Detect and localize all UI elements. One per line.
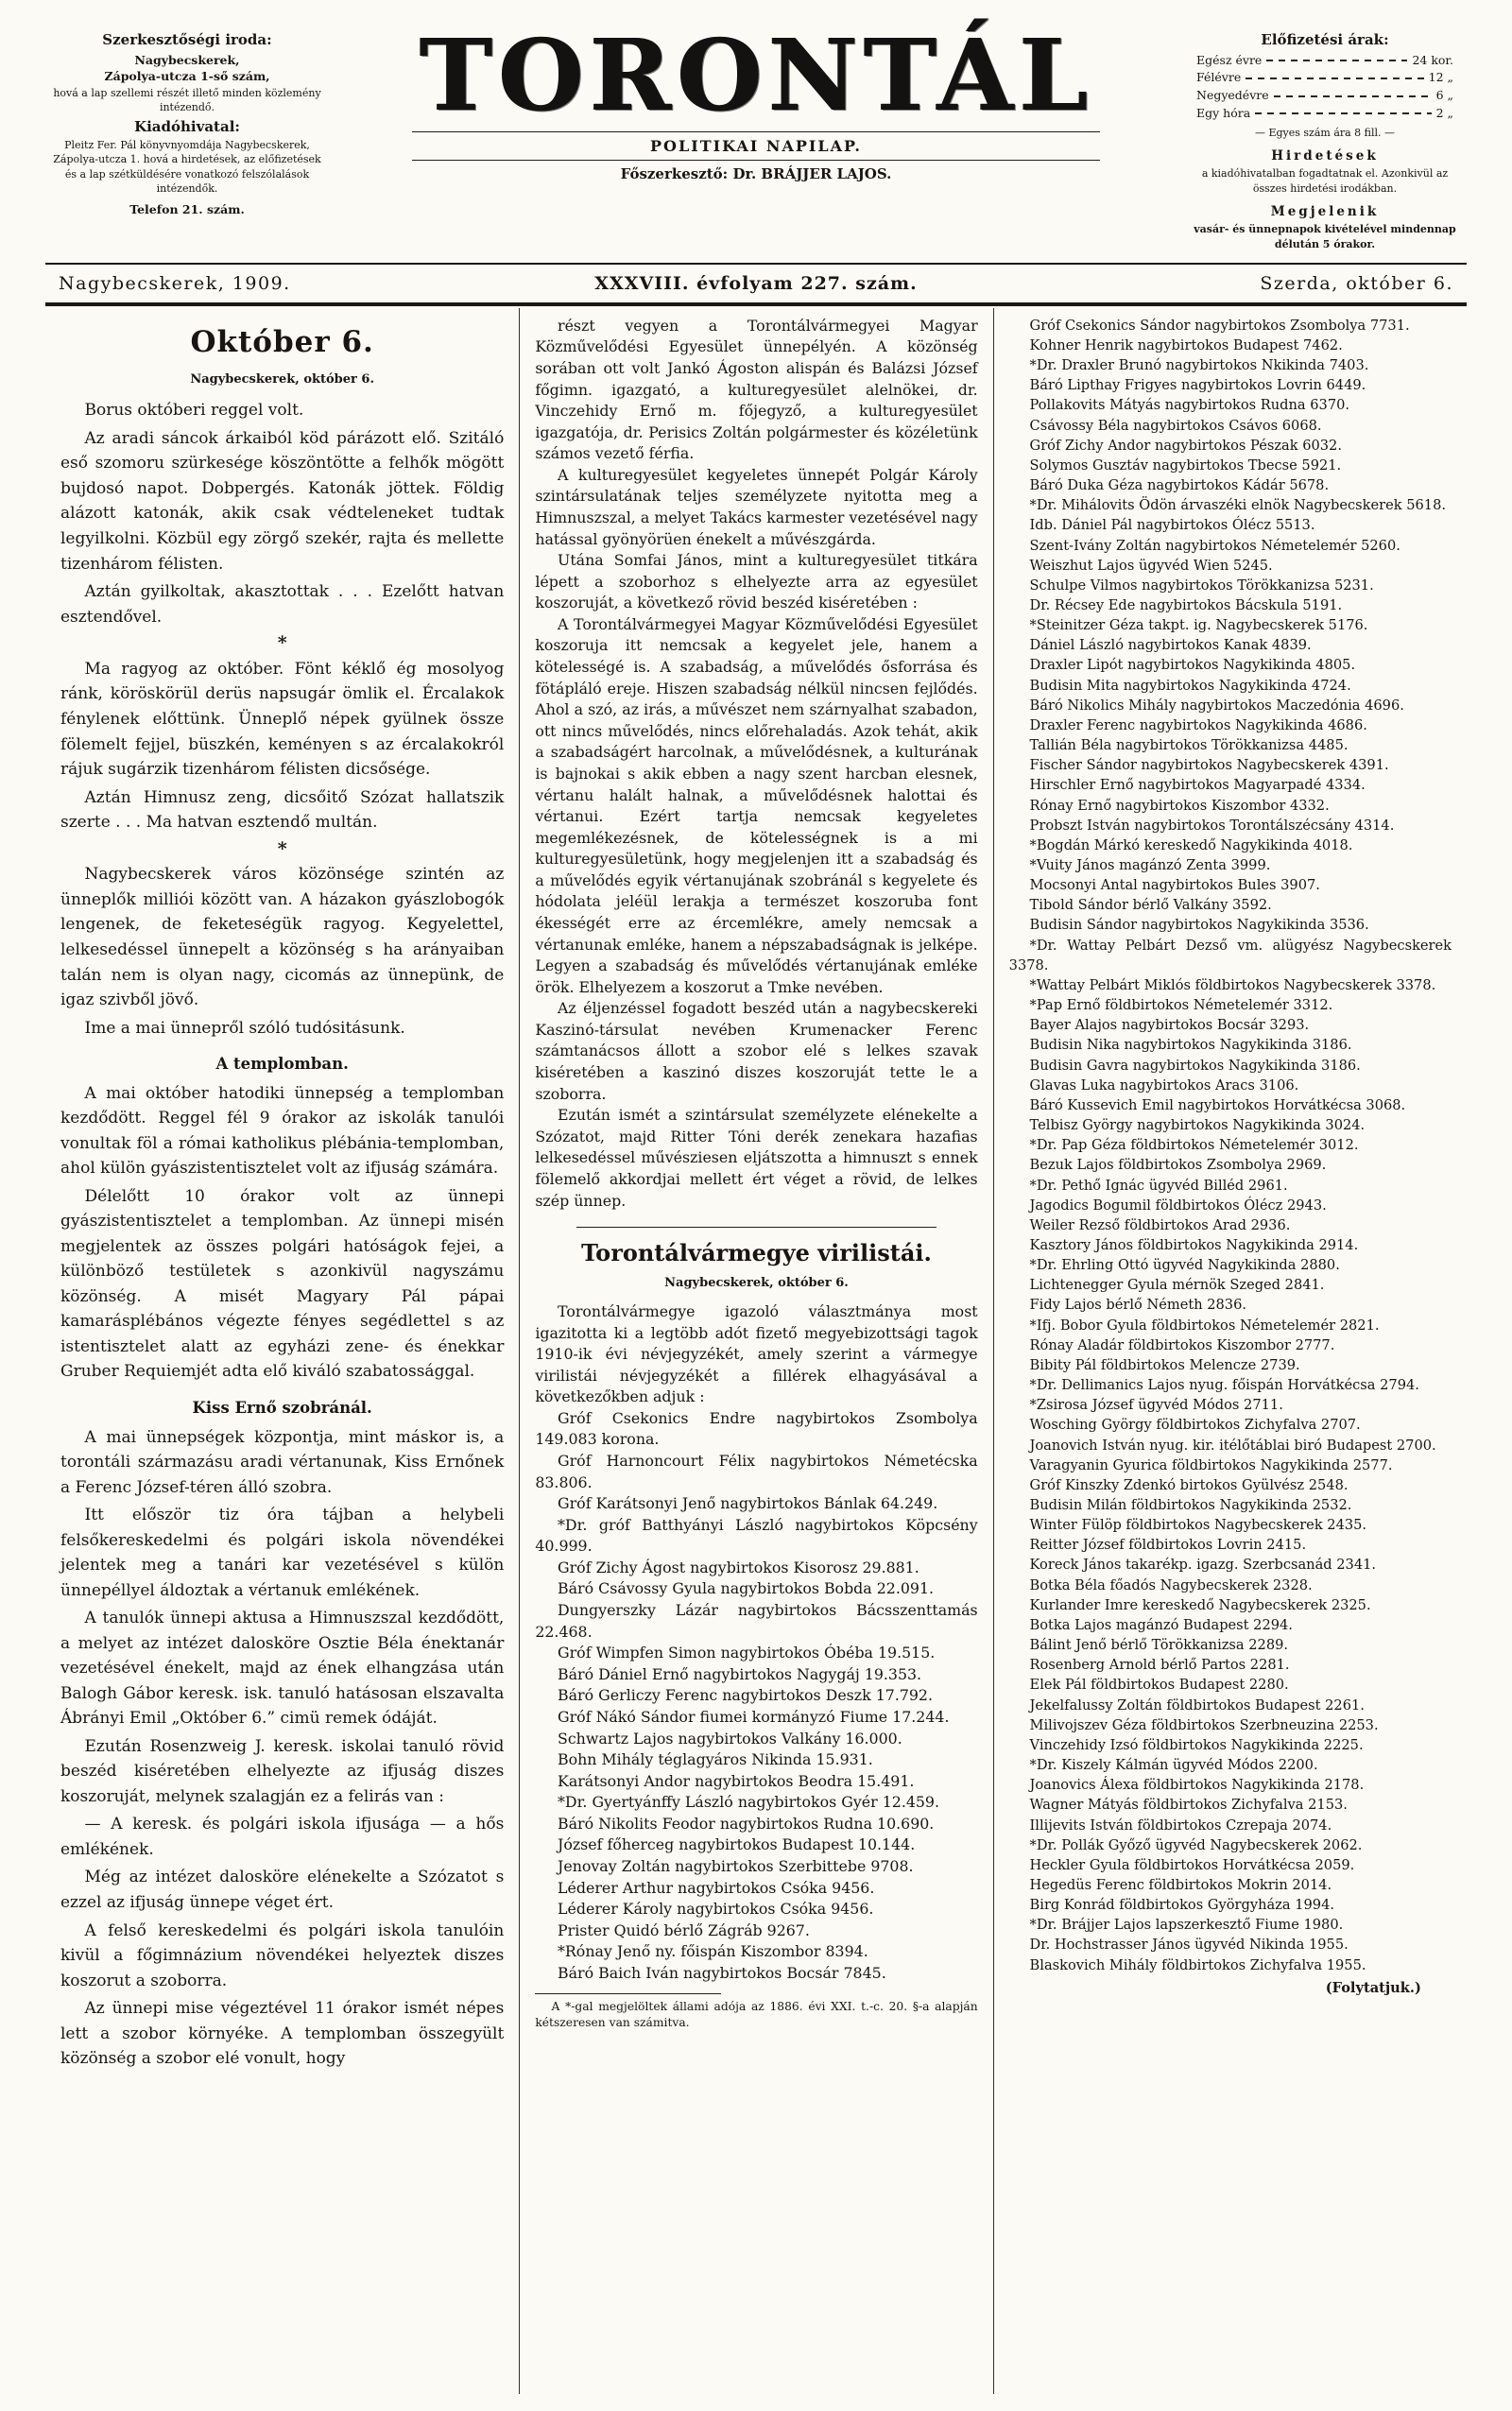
- virilist-entry: Dr. Récsey Ede nagybirtokos Bácskula 5191.: [1029, 596, 1343, 613]
- price-value: 6 „: [1435, 88, 1453, 103]
- virilist-entry: Bezuk Lajos földbirtokos Zsombolya 2969.: [1029, 1157, 1327, 1174]
- virilist-entry: Gróf Zichy Ágost nagybirtokos Kisorosz 29.881.: [558, 1558, 919, 1576]
- virilist-entry: *Bogdán Márkó kereskedő Nagykikinda 4018.: [1029, 836, 1353, 853]
- virilist-entry: Reitter József földbirtokos Lovrin 2415.: [1029, 1537, 1307, 1554]
- price-dash-fill: [1246, 77, 1423, 79]
- virilist-entry: Dániel László nagybirtokos Kanak 4839.: [1029, 637, 1312, 654]
- virilist-entry: Pollakovits Mátyás nagybirtokos Rudna 6370.: [1029, 397, 1350, 414]
- publisher-note: Pleitz Fer. Pál könyvnyomdája Nagybecskerek, Zápolya-utcza 1. hová a hirdetések, az előfizetések és a lap szétküldésére vonatkozó felszólalások intézendők.: [53, 139, 321, 195]
- footnote: A *-gal megjelöltek állami adója az 1886. évi XXI. t.-c. 20. §-a alapján kétszeresen van számitva.: [535, 1993, 977, 2031]
- issue-volume-number: XXXVIII. évfolyam 227. szám.: [594, 272, 918, 294]
- telephone-line: Telefon 21. szám.: [129, 201, 245, 216]
- paragraph: Utána Somfai János, mint a kulturegyesület titkára lépett a szoborhoz s elhelyezte arra az egyesület koszoruját, a következő rövid beszéd kiséretében :: [535, 551, 978, 612]
- virilist-entry: Varagyanin Gyurica földbirtokos Nagykikinda 2577.: [1029, 1456, 1393, 1473]
- virilist-entry: Birg Konrád földbirtokos Györgyháza 1994.: [1029, 1897, 1334, 1914]
- virilist-entry: Winter Fülöp földbirtokos Nagybecskerek 2435.: [1029, 1517, 1367, 1534]
- price-label: Félévre: [1196, 70, 1242, 85]
- virilist-entry: *Dr. Pollák Győző ügyvéd Nagybecskerek 2062.: [1029, 1836, 1363, 1853]
- price-dash-fill: [1266, 60, 1407, 61]
- virilist-entry: Botka Béla főadós Nagybecskerek 2328.: [1029, 1576, 1313, 1593]
- paragraph: A mai ünnepségek központja, mint máskor is, a torontáli származásu aradi vértanunak, Kiss Ernőnek a Ferenc József-téren álló szobra.: [60, 1427, 505, 1497]
- paragraph: A tanulók ünnepi aktusa a Himnuszszal kezdődött, a melyet az intézet dalosköre Osztie Béla énektanár vezetésével énekelt, majd az ének elhangzása után Balogh Gábor keresk. isk. tanuló hatásosan elszavalta Ábrányi Emil „Október 6.” cimü remek ódáját.: [60, 1609, 505, 1729]
- virilist-entry: *Dr. Pethő Ignác ügyvéd Billéd 2961.: [1029, 1177, 1288, 1194]
- column-3: [993, 308, 1467, 2394]
- editorial-office-box: [45, 25, 329, 253]
- issue-dateline: [45, 263, 1467, 306]
- virilist-entry: Léderer Károly nagybirtokos Csóka 9456.: [558, 1900, 874, 1919]
- paragraph: Még az intézet dalosköre elénekelte a Szózatot s ezzel az ifjuság ünnepe véget ért.: [60, 1868, 505, 1912]
- virilist-entry: Schulpe Vilmos nagybirtokos Törökkanizsa 5231.: [1029, 577, 1374, 594]
- publisher-office-title: Kiadóhivatal:: [134, 117, 240, 135]
- price-label: Negyedévre: [1196, 88, 1269, 103]
- virilist-entry: *Dr. Mihálovits Ödön árvaszéki elnök Nagybecskerek 5618.: [1029, 497, 1447, 514]
- virilist-entry: Jenovay Zoltán nagybirtokos Szerbittebe 9708.: [558, 1857, 914, 1875]
- virilist-entry: Budisin Milán földbirtokos Nagykikinda 2532.: [1029, 1497, 1352, 1514]
- virilist-entry: *Dr. Kiszely Kálmán ügyvéd Módos 2200.: [1029, 1757, 1318, 1774]
- virilist-entry: *Rónay Jenő ny. főispán Kiszombor 8394.: [558, 1942, 868, 1961]
- article-headline: Torontálvármegye virilistái.: [581, 1239, 932, 1267]
- virilist-entry: Weiler Rezső földbirtokos Arad 2936.: [1029, 1216, 1291, 1233]
- virilist-entry: Blaskovich Mihály földbirtokos Zichyfalva 1955.: [1029, 1956, 1366, 1973]
- paper-subtitle: POLITIKAI NAPILAP.: [650, 137, 862, 156]
- article-dateline: Nagybecskerek, október 6.: [190, 372, 374, 387]
- continuation-note: (Folytatjuk.): [1325, 1979, 1421, 1996]
- virilist-entry: Joanovich István nyug. kir. itélőtáblai biró Budapest 2700.: [1029, 1437, 1436, 1454]
- paragraph: Az ünnepi mise végeztével 11 órakor ismét népes lett a szobor környéke. A templomban összegyült közönség a szobor elé vonult, hogy: [60, 1999, 505, 2069]
- price-value: 24 kor.: [1412, 52, 1453, 67]
- masthead: [45, 17, 1467, 263]
- virilist-entry: József főherceg nagybirtokos Budapest 10.144.: [558, 1835, 916, 1854]
- virilist-entry: Lichtenegger Gyula mérnök Szeged 2841.: [1029, 1277, 1325, 1294]
- paragraph: Borus októberi reggel volt.: [84, 401, 304, 421]
- virilist-entry: Gróf Harnoncourt Félix nagybirtokos Németécska 83.806.: [535, 1452, 978, 1491]
- virilist-entry: Tibold Sándor bérlő Valkány 3592.: [1029, 897, 1272, 914]
- virilist-entry: Báró Kussevich Emil nagybirtokos Horvátkécsa 3068.: [1029, 1096, 1406, 1113]
- price-dash-fill: [1255, 112, 1431, 114]
- article-headline: Október 6.: [190, 324, 374, 359]
- virilist-entry: Weiszhut Lajos ügyvéd Wien 5245.: [1029, 557, 1273, 574]
- virilist-entry: Tallián Béla nagybirtokos Törökkanizsa 4485.: [1029, 737, 1349, 754]
- virilist-entry: Botka Lajos magánzó Budapest 2294.: [1029, 1616, 1293, 1633]
- virilist-entry: *Ifj. Bobor Gyula földbirtokos Németelemér 2821.: [1029, 1317, 1380, 1334]
- newspaper-logo: TORONTÁL: [419, 17, 1093, 133]
- paragraph: Aztán gyilkoltak, akasztottak . . . Ezelőtt hatvan esztendővel.: [60, 582, 505, 627]
- paragraph: — A keresk. és polgári iskola ifjusága — a hős emlékének.: [60, 1815, 505, 1859]
- virilist-entry: *Dr. Dellimanics Lajos nyug. főispán Horvátkécsa 2794.: [1029, 1377, 1419, 1394]
- paragraph: Ma ragyog az október. Fönt kéklő ég mosolyog ránk, köröskörül derüs napsugár ömlik el. Ércalakok fénylenek előttünk. Ünneplő népek gyülnek össze fölemelt fejjel, büszkén, keményen s az ércalakokról rájuk sugárzik tizenhárom félisten dicsősége.: [60, 659, 505, 780]
- virilist-entry: *Dr. Gyertyánffy László nagybirtokos Gyér 12.459.: [558, 1793, 940, 1812]
- virilist-entry: Rosenberg Arnold bérlő Partos 2281.: [1029, 1657, 1290, 1674]
- editorial-street: Zápolya-utcza 1-ső szám,: [104, 68, 270, 83]
- paragraph: Az éljenzéssel fogadott beszéd után a nagybecskereki Kaszinó-társulat nevében Krumenacker Ferenc számtanácsos állott a szobor elé s lelkes szavak kiséretében a kaszinó diszes koszoruját tette le a szoborra.: [535, 999, 978, 1103]
- virilist-entry: Léderer Arthur nagybirtokos Csóka 9456.: [558, 1878, 875, 1897]
- virilist-entry: Budisin Nika nagybirtokos Nagykikinda 3186.: [1029, 1037, 1352, 1054]
- virilist-entry: Karátsonyi Andor nagybirtokos Beodra 15.491.: [558, 1771, 915, 1790]
- virilist-entry: Schwartz Lajos nagybirtokos Valkány 16.000.: [558, 1729, 902, 1748]
- editorial-city: Nagybecskerek,: [134, 52, 240, 67]
- virilist-entry: *Pap Ernő földbirtokos Németelemér 3312.: [1029, 997, 1333, 1014]
- editorial-note: hová a lap szellemi részét illető minden közlemény intézendő.: [53, 87, 321, 114]
- publication-note: vasár- és ünnepnapok kivételével mindennap délután 5 órakor.: [1194, 223, 1456, 250]
- virilist-entry: Gróf Nákó Sándor fiumei kormányzó Fiume 17.244.: [558, 1707, 950, 1726]
- virilist-entry: *Dr. gróf Batthyányi László nagybirtokos Köpcsény 40.999.: [535, 1515, 978, 1556]
- column-rule: [576, 1227, 936, 1228]
- price-label: Egy hóra: [1196, 105, 1251, 120]
- column-2: [519, 308, 992, 2394]
- virilist-entry: Jekelfalussy Zoltán földbirtokos Budapest 2261.: [1029, 1696, 1365, 1714]
- virilist-entry: Rónay Ernő nagybirtokos Kiszombor 4332.: [1029, 797, 1330, 814]
- price-value: 2 „: [1435, 105, 1453, 120]
- publication-title: Megjelenik: [1270, 203, 1380, 219]
- price-row: [1196, 52, 1453, 70]
- virilist-entry: Báró Duka Géza nagybirtokos Kádár 5678.: [1029, 477, 1330, 494]
- virilist-entry: Bayer Alajos nagybirtokos Bocsár 3293.: [1029, 1017, 1310, 1034]
- logo-divider: [412, 131, 1100, 132]
- article-dateline: Nagybecskerek, október 6.: [664, 1276, 849, 1291]
- virilist-entry: *Dr. Draxler Brunó nagybirtokos Nkikinda 7403.: [1029, 357, 1369, 374]
- virilist-entry: Wosching György földbirtokos Zichyfalva 2707.: [1029, 1417, 1361, 1434]
- paragraph: A kulturegyesület kegyeletes ünnepét Polgár Károly szintársulatának teljes személyzete nyitotta meg a Himnuszszal, a melyet Takács karmester vezetésével nagy hatással gyönyörüen énekelt a művészgárda.: [535, 465, 978, 548]
- paragraph: Itt először tiz óra tájban a helybeli felsőkereskedelmi és polgári iskola növendékei jelentek meg a tanári kar vezetésével s külön ünnepéllyel áldoztak a vértanuk emlékének.: [60, 1506, 505, 1600]
- virilist-entry: Gróf Karátsonyi Jenő nagybirtokos Bánlak 64.249.: [558, 1494, 938, 1513]
- virilist-entry: Mocsonyi Antal nagybirtokos Bules 3907.: [1029, 877, 1320, 894]
- article-subhead: Kiss Ernő szobránál.: [192, 1398, 372, 1417]
- single-copy-price: — Egyes szám ára 8 fill. —: [1254, 126, 1396, 139]
- virilist-entry: Budisin Mita nagybirtokos Nagykikinda 4724.: [1029, 677, 1351, 694]
- paragraph: Aztán Himnusz zeng, dicsőitő Szózat hallatszik szerte . . . Ma hatvan esztendő multán.: [60, 787, 505, 833]
- virilist-entry: Gróf Kinszky Zdenkó birtokos Gyülvész 2548.: [1029, 1476, 1349, 1493]
- section-separator: *: [277, 837, 287, 859]
- virilist-entry: Jagodics Bogumil földbirtokos Ólécz 2943.: [1029, 1197, 1327, 1214]
- paragraph: A felső kereskedelmi és polgári iskola tanulóin kivül a főgimnázium növendékei helyeztek diszes koszorut a szoborra.: [60, 1920, 505, 1990]
- virilist-entry: *Vuity János magánzó Zenta 3999.: [1029, 857, 1271, 874]
- virilist-entry: Idb. Dániel Pál nagybirtokos Ólécz 5513.: [1029, 517, 1315, 534]
- virilist-entry: Gróf Csekonics Sándor nagybirtokos Zsombolya 7731.: [1029, 317, 1410, 334]
- issue-date: Szerda, október 6.: [1260, 272, 1453, 294]
- virilist-entry: Báró Baich Iván nagybirtokos Bocsár 7845.: [558, 1963, 886, 1982]
- paragraph: Az aradi sáncok árkaiból köd párázott elő. Szitáló eső szomoru szürkesége köszöntötte a felhők mögött bujdosó napot. Dobpergés. Katonák jöttek. Földig alázott katonák, akik csak védteleneket tudtak legyilkolni. Közbül egy zörgő szekér, rajta és mellette tizenhárom félisten.: [60, 428, 505, 574]
- virilist-entry: Hegedüs Ferenc földbirtokos Mokrin 2014.: [1029, 1876, 1332, 1893]
- subtitle-divider: [412, 160, 1100, 161]
- virilist-entry: Bibity Pál földbirtokos Melencze 2739.: [1029, 1356, 1300, 1373]
- price-dash-fill: [1274, 95, 1432, 97]
- virilist-entry: Budisin Sándor nagybirtokos Nagykikinda 3536.: [1029, 917, 1369, 934]
- price-row: [1196, 87, 1453, 105]
- virilist-entry: Gróf Zichy Andor nagybirtokos Pészak 6032.: [1029, 437, 1342, 454]
- virilist-entry: Joanovics Álexa földbirtokos Nagykikinda 2178.: [1029, 1777, 1365, 1794]
- virilist-entry: Telbisz György nagybirtokos Nagykikinda 3024.: [1029, 1117, 1366, 1134]
- virilist-entry: Gróf Wimpfen Simon nagybirtokos Óbéba 19.515.: [558, 1644, 936, 1662]
- virilist-entry: Glavas Luka nagybirtokos Aracs 3106.: [1029, 1076, 1299, 1094]
- virilist-entry: Kurlander Imre kereskedő Nagybecskerek 2325.: [1029, 1596, 1371, 1613]
- price-list: [1196, 52, 1453, 123]
- paragraph: Ezután Rosenzweig J. keresk. iskolai tanuló rövid beszéd kiséretében elhelyezte az ifjuság diszes koszoruját, melynek szalagján ez a felirás van :: [60, 1736, 505, 1806]
- virilist-entry: Bohn Mihály téglagyáros Nikinda 15.931.: [558, 1750, 873, 1769]
- ads-title: Hirdetések: [1271, 147, 1379, 164]
- virilist-entry: Hirschler Ernő nagybirtokos Magyarpadé 4334.: [1029, 777, 1366, 794]
- virilist-entry: *Steinitzer Géza takpt. ig. Nagybecskerek 5176.: [1029, 617, 1368, 634]
- virilist-entry: *Dr. Pap Géza földbirtokos Németelemér 3012.: [1029, 1137, 1359, 1154]
- virilist-entry: *Wattay Pelbárt Miklós földbirtokos Nagybecskerek 3378.: [1029, 976, 1436, 993]
- paragraph: Délelőtt 10 órakor volt az ünnepi gyászistentisztelet a templomban. Az ünnepi misén megjelentek az összes polgári hatóságok fejei, a különböző testületek s azonkivül nagyszámu közönség. A misét Magyary Pál pápai kamarásplébános végezte fényes segédlettel s az istentisztelet alatt az egyházi zene- és énekkar Gruber Requiemjét adta elő kiváló szabatossággal.: [60, 1186, 505, 1382]
- virilist-entry: Solymos Gusztáv nagybirtokos Tbecse 5921.: [1029, 456, 1342, 474]
- price-label: Egész évre: [1196, 52, 1263, 67]
- article-columns: [45, 308, 1467, 2394]
- paragraph: Ezután ismét a szintársulat személyzete elénekelte a Szózatot, majd Ritter Tóni derék zenekara hazafias lelkesedéssel művésziesen eljátszotta a himnuszt s ennek fölemelő akkordjai mellett ért véget a rövid, de lelkes szép ünnep.: [535, 1106, 978, 1210]
- virilist-entry: Báró Nikolics Mihály nagybirtokos Maczedónia 4696.: [1029, 697, 1404, 714]
- virilist-entry: Fidy Lajos bérlő Németh 2836.: [1029, 1297, 1247, 1314]
- chief-editor-line: Főszerkesztő: Dr. BRÁJJER LAJOS.: [620, 165, 892, 183]
- section-separator: *: [277, 632, 287, 654]
- virilist-entry: Budisin Gavra nagybirtokos Nagykikinda 3186.: [1029, 1057, 1361, 1074]
- virilist-entry: Draxler Ferenc nagybirtokos Nagykikinda 4686.: [1029, 716, 1367, 733]
- virilist-entry: Heckler Gyula földbirtokos Horvátkécsa 2059.: [1029, 1856, 1355, 1873]
- virilist-entry: *Zsirosa József ügyvéd Módos 2711.: [1029, 1397, 1283, 1414]
- paragraph: A mai október hatodiki ünnepség a templomban kezdődött. Reggel fél 9 órakor az iskolák tanulói vonultak föl a római katholikus plébánia-templomban, ahol külön gyászistentisztelet volt az ifjuság számára.: [60, 1083, 505, 1179]
- virilist-entry: Kasztory János földbirtokos Nagykikinda 2914.: [1029, 1236, 1359, 1253]
- paragraph: A Torontálvármegyei Magyar Közművelődési Egyesület koszoruja itt nemcsak a kegyelet jele, hanem a kötelességé is. A szabadság, a művelődés ősforrása és fötápláló ereje. Hiszen szabadság nélkül nincsen fejlődés. Ahol a szó, az irás, a művészet nem szárnyalhat szabadon, ott nincs művelődés, nincs előrehaladás. Azok tehát, akik a szabadságért harcolnak, a művelődésnek, a kulturának is bajnokai s akik ebben a nagy szent harcban elesnek, vértanu halált halnak, a művelődésnek halottai és vértanui. Ezért tartja nemcsak kegyeletes megemlékezésnek, de kötelességnek is a mi kulturegyesületünk, hogy megjelenjen itt a szabadság és a művelődés egyik vértanujának szobránál s kegyelete és hódolata jeléül lerakja a természet koszoruba font ékességét erre az ércemlékre, amely nemcsak a vértanunak emléke, hanem a népszabadságnak is jelképe. Legyen a szabadság és művelődés vértanujának emléke örök. Elhelyezem a koszorut a Tmke nevében.: [535, 614, 978, 996]
- paragraph: Nagybecskerek város közönsége szintén az ünneplők milliói között van. A házakon gyászlobogók lengenek, de feketeségük ragyog. Kegyelettel, lelkesedéssel ünnepelt a közönség s ha arányaiban talán nem is olyan nagy, cicomás az ünnepünk, de igaz szivből jövő.: [60, 865, 505, 1010]
- paragraph: részt vegyen a Torontálvármegyei Magyar Közművelődési Egyesület ünnepélyén. A közönség sorában ott volt Jankó Ágoston alispán és Balázsi József főgimn. igazgató, a kulturegyesület alelnökei, dr. Vinczehidy Ernő m. főjegyző, a kulturegyesület igazgatója, dr. Perisics Zoltán polgármester és közéletünk számos vezető férfia.: [535, 316, 978, 463]
- virilist-entry: Dr. Hochstrasser János ügyvéd Nikinda 1955.: [1029, 1937, 1349, 1954]
- virilist-entry: Kohner Henrik nagybirtokos Budapest 7462.: [1029, 336, 1343, 353]
- virilist-entry: Rónay Aladár földbirtokos Kiszombor 2777.: [1029, 1336, 1335, 1353]
- paragraph: Torontálvármegye igazoló választmánya most igazitotta ki a legtöbb adót fizető megyebizottsági tagok 1910-ik évi névjegyzékét, amely szerint a vármegye virilistái névjegyzékét a fillérek elhagyásával a következőkben adjuk :: [535, 1301, 978, 1406]
- ads-note: a kiadóhivatalban fogadtatnak el. Azonkivül az összes hirdetési irodákban.: [1201, 167, 1449, 195]
- virilist-entry: Báró Gerliczy Ferenc nagybirtokos Deszk 17.792.: [558, 1686, 933, 1705]
- virilist-entry: Báró Csávossy Gyula nagybirtokos Bobda 22.091.: [558, 1579, 935, 1598]
- virilist-entry: Csávossy Béla nagybirtokos Csávos 6068.: [1029, 417, 1322, 434]
- masthead-center: [346, 17, 1166, 253]
- virilist-entry: Dungyerszky Lázár nagybirtokos Bácsszenttamás 22.468.: [535, 1601, 978, 1641]
- virilist-entry: Koreck János takarékp. igazg. Szerbcsanád 2341.: [1029, 1557, 1377, 1574]
- virilist-entry: *Dr. Ehrling Ottó ügyvéd Nagykikinda 2880.: [1029, 1257, 1340, 1274]
- virilist-entry: Illijevits István földbirtokos Czrepaja 2074.: [1029, 1817, 1332, 1834]
- virilist-entry: *Dr. Wattay Pelbárt Dezső vm. alügyész Nagybecskerek 3378.: [1008, 937, 1452, 973]
- virilist-entry: Milivojszev Géza földbirtokos Szerbneuzina 2253.: [1029, 1716, 1379, 1733]
- virilist-entry: Báró Nikolits Feodor nagybirtokos Rudna 10.690.: [558, 1814, 935, 1833]
- virilist-entry: Báró Lipthay Frigyes nagybirtokos Lovrin 6449.: [1029, 377, 1366, 394]
- subscription-title: Előfizetési árak:: [1261, 31, 1389, 48]
- virilist-entry: Probszt István nagybirtokos Torontálszécsány 4314.: [1029, 817, 1395, 834]
- virilist-entry: Szent-Ivány Zoltán nagybirtokos Németelemér 5260.: [1029, 537, 1400, 554]
- virilist-entry: Draxler Lipót nagybirtokos Nagykikinda 4805.: [1029, 657, 1356, 674]
- virilist-entry: Vinczehidy Izsó földbirtokos Nagykikinda 2225.: [1029, 1736, 1364, 1753]
- issue-place-year: Nagybecskerek, 1909.: [59, 272, 291, 294]
- virilist-entry: *Dr. Brájjer Lajos lapszerkesztő Fiume 1980.: [1029, 1917, 1344, 1934]
- virilist-entry: Báró Dániel Ernő nagybirtokos Nagygáj 19.353.: [558, 1664, 922, 1683]
- article-subhead: A templomban.: [215, 1055, 349, 1074]
- virilist-entry: Bálint Jenő bérlő Törökkanizsa 2289.: [1029, 1637, 1289, 1654]
- virilist-entry: Elek Pál földbirtokos Budapest 2280.: [1029, 1677, 1289, 1694]
- virilist-entry: Wagner Mátyás földbirtokos Zichyfalva 2153.: [1029, 1797, 1348, 1814]
- price-row: [1196, 105, 1453, 123]
- price-row: [1196, 69, 1453, 87]
- virilist-entry: Fischer Sándor nagybirtokos Nagybecskerek 4391.: [1029, 757, 1389, 774]
- virilist-entry: Gróf Csekonics Endre nagybirtokos Zsombolya 149.083 korona.: [535, 1408, 978, 1449]
- column-1: [45, 308, 519, 2394]
- virilist-entry: Prister Quidó bérlő Zágráb 9267.: [558, 1920, 810, 1939]
- subscription-box: [1183, 25, 1467, 253]
- editorial-office-title: Szerkesztőségi iroda:: [102, 31, 272, 48]
- paragraph: Ime a mai ünnepről szóló tudósitásunk.: [84, 1018, 405, 1038]
- price-value: 12 „: [1428, 70, 1453, 85]
